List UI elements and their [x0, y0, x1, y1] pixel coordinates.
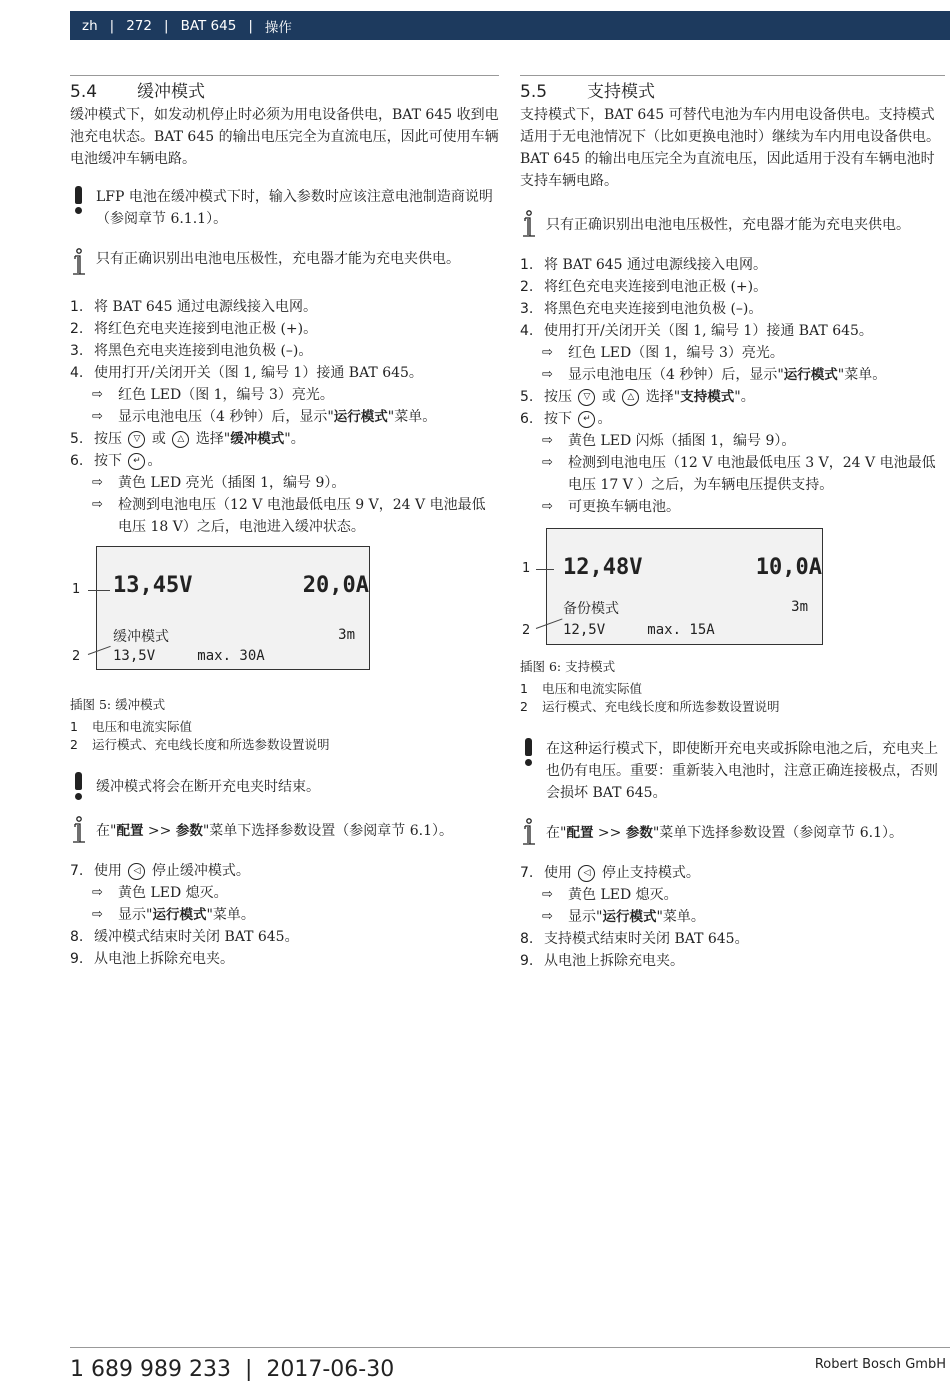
enter-key-icon: ↵ [128, 453, 145, 470]
footer-company: Robert Bosch GmbH [814, 1357, 946, 1372]
back-key-icon: ◁ [578, 865, 595, 882]
list-item: 4. 使用打开/关闭开关（图 1, 编号 1）接通 BAT 645。 [520, 323, 873, 339]
info-note: 在"配置 >> 参数"菜单下选择参数设置（参阅章节 6.1）。 [70, 816, 499, 846]
list-item: 9. 从电池上拆除充电夹。 [70, 951, 234, 967]
lcd-mode: 缓冲模式 [113, 629, 169, 645]
lcd-figure [520, 528, 945, 658]
info-icon [520, 210, 538, 240]
list-item: 8. 缓冲模式结束时关闭 BAT 645。 [70, 929, 299, 945]
list-item: 3. 将黑色充电夹连接到电池负极 (–)。 [520, 301, 763, 317]
list-item: 4. 使用打开/关闭开关（图 1, 编号 1）接通 BAT 645。 [70, 365, 423, 381]
arrow-right-icon: ⇨ [542, 367, 553, 382]
list-item: 2. 将红色充电夹连接到电池正极 (+)。 [70, 321, 318, 337]
lcd-voltage: 13,45V [113, 573, 193, 598]
lcd-voltage: 12,48V [563, 555, 643, 580]
arrow-right-icon: ⇨ [92, 907, 103, 922]
footer-date: 2017-06-30 [266, 1357, 395, 1381]
info-icon [70, 816, 88, 846]
left-column [70, 75, 499, 970]
page-header: zh | 272 | BAT 645 | 操作 [70, 11, 950, 40]
arrow-right-icon: ⇨ [92, 885, 103, 900]
warning-note: LFP 电池在缓冲模式下时，输入参数时应该注意电池制造商说明（参阅章节 6.1.1）。 [70, 186, 499, 230]
warning-note: 在这种运行模式下，即使断开充电夹或拆除电池之后，充电夹上也仍有电压。重要：重新装入电池时，注意正确连接极点，否则会损坏 BAT 645。 [520, 738, 945, 804]
section-intro: 支持模式下，BAT 645 可替代电池为车内用电设备供电。支持模式适用于无电池情况下（比如更换电池时）继续为车内用电设备供电。BAT 645 的输出电压完全为直流电压，因此适用于没有车辆电池时支持车辆电路。 [520, 107, 940, 189]
list-item: 1. 将 BAT 645 通过电源线接入电网。 [70, 299, 318, 315]
result-item: ⇨ 检测到电池电压（12 V 电池最低电压 3 V，24 V 电池最低电压 17 V ）之后，为车辆电压提供支持。 [520, 452, 945, 496]
up-key-icon: △ [172, 431, 189, 448]
result-item: ⇨ 显示电池电压（4 秒钟）后，显示"运行模式"菜单。 [520, 364, 945, 386]
lcd-display [546, 528, 823, 645]
callout-2: 2 [72, 649, 81, 664]
lcd-current: 10,0A [755, 555, 822, 580]
callout-2: 2 [522, 623, 531, 638]
lcd-parameters: 12,5V max. 15A [563, 622, 715, 638]
list-item: 2. 将红色充电夹连接到电池正极 (+)。 [520, 279, 768, 295]
result-item: ⇨ 显示"运行模式"菜单。 [520, 906, 945, 928]
info-note: 在"配置 >> 参数"菜单下选择参数设置（参阅章节 6.1）。 [520, 818, 945, 848]
result-item: ⇨ 显示电池电压（4 秒钟）后，显示"运行模式"菜单。 [70, 406, 499, 428]
steps-list [520, 862, 945, 972]
list-item: 1. 将 BAT 645 通过电源线接入电网。 [520, 257, 768, 273]
info-icon [70, 248, 88, 278]
list-item: 7. 使用 ◁ 停止缓冲模式。 [70, 863, 250, 879]
result-item: ⇨ 黄色 LED 闪烁（插图 1，编号 9）。 [520, 430, 945, 452]
arrow-right-icon: ⇨ [92, 475, 103, 490]
lcd-mode: 备份模式 [563, 601, 619, 617]
lcd-cable-length: 3m [791, 599, 808, 615]
result-item: ⇨ 显示"运行模式"菜单。 [70, 904, 499, 926]
right-column [520, 75, 945, 972]
lcd-current: 20,0A [302, 573, 369, 598]
figure-caption: 插图 5: 缓冲模式 1 电压和电流实际值 2 运行模式、充电线长度和所选参数设置说明 [70, 697, 330, 752]
section-intro: 缓冲模式下，如发动机停止时必须为用电设备供电，BAT 645 收到电池充电状态。BAT 645 的输出电压完全为直流电压，因此可使用车辆电池缓冲车辆电路。 [70, 107, 499, 167]
list-item: 8. 支持模式结束时关闭 BAT 645。 [520, 931, 749, 947]
steps-list [520, 254, 945, 518]
list-item: 7. 使用 ◁ 停止支持模式。 [520, 865, 700, 881]
arrow-right-icon: ⇨ [92, 409, 103, 424]
lcd-figure [70, 546, 499, 696]
warning-icon [522, 738, 534, 768]
section-heading: 5.5 支持模式 [520, 82, 655, 102]
info-note: 只有正确识别出电池电压极性，充电器才能为充电夹供电。 [520, 210, 945, 240]
result-item: ⇨ 黄色 LED 熄灭。 [520, 884, 945, 906]
result-item: ⇨ 黄色 LED 亮光（插图 1，编号 9）。 [70, 472, 499, 494]
list-item: 5. 按压 ▽ 或 △ 选择"支持模式"。 [520, 389, 755, 405]
up-key-icon: △ [622, 389, 639, 406]
arrow-right-icon: ⇨ [92, 387, 103, 402]
steps-list [70, 296, 499, 538]
arrow-right-icon: ⇨ [542, 433, 553, 448]
warning-icon [72, 186, 84, 216]
lcd-display [96, 546, 370, 670]
result-item: ⇨ 检测到电池电压（12 V 电池最低电压 9 V，24 V 电池最低电压 18 V）之后，电池进入缓冲状态。 [70, 494, 499, 538]
list-item: 5. 按压 ▽ 或 △ 选择"缓冲模式"。 [70, 431, 305, 447]
arrow-right-icon: ⇨ [542, 909, 553, 924]
list-item: 3. 将黑色充电夹连接到电池负极 (–)。 [70, 343, 313, 359]
callout-1: 1 [522, 561, 531, 576]
back-key-icon: ◁ [128, 863, 145, 880]
header-product: BAT 645 [180, 17, 237, 34]
header-page-number: 272 [126, 17, 152, 34]
footer-doc-number: 1 689 989 233 [70, 1357, 231, 1381]
warning-icon [72, 772, 84, 802]
list-item: 6. 按下 ↵ 。 [520, 411, 612, 427]
arrow-right-icon: ⇨ [542, 499, 553, 514]
header-section: 操作 [264, 19, 292, 36]
warning-note: 缓冲模式将会在断开充电夹时结束。 [70, 772, 499, 802]
result-item: ⇨ 红色 LED（图 1，编号 3）亮光。 [520, 342, 945, 364]
arrow-right-icon: ⇨ [542, 345, 553, 360]
result-item: ⇨ 红色 LED（图 1，编号 3）亮光。 [70, 384, 499, 406]
list-item: 6. 按下 ↵ 。 [70, 453, 162, 469]
figure-caption: 插图 6: 支持模式 1 电压和电流实际值 2 运行模式、充电线长度和所选参数设置说明 [520, 659, 780, 714]
header-lang: zh [82, 17, 98, 34]
info-note: 只有正确识别出电池电压极性，充电器才能为充电夹供电。 [70, 248, 499, 278]
result-item: ⇨ 黄色 LED 熄灭。 [70, 882, 499, 904]
arrow-right-icon: ⇨ [542, 887, 553, 902]
enter-key-icon: ↵ [578, 411, 595, 428]
callout-1: 1 [72, 582, 81, 597]
result-item: ⇨ 可更换车辆电池。 [520, 496, 945, 518]
arrow-right-icon: ⇨ [542, 455, 553, 470]
info-icon [520, 818, 538, 848]
arrow-right-icon: ⇨ [92, 497, 103, 512]
footer-doc-info: 1 689 989 233 | 2017-06-30 [70, 1357, 395, 1381]
list-item: 9. 从电池上拆除充电夹。 [520, 953, 684, 969]
lcd-cable-length: 3m [338, 627, 355, 643]
steps-list [70, 860, 499, 970]
lcd-parameters: 13,5V max. 30A [113, 648, 265, 664]
section-heading: 5.4 缓冲模式 [70, 82, 205, 102]
down-key-icon: ▽ [128, 431, 145, 448]
down-key-icon: ▽ [578, 389, 595, 406]
